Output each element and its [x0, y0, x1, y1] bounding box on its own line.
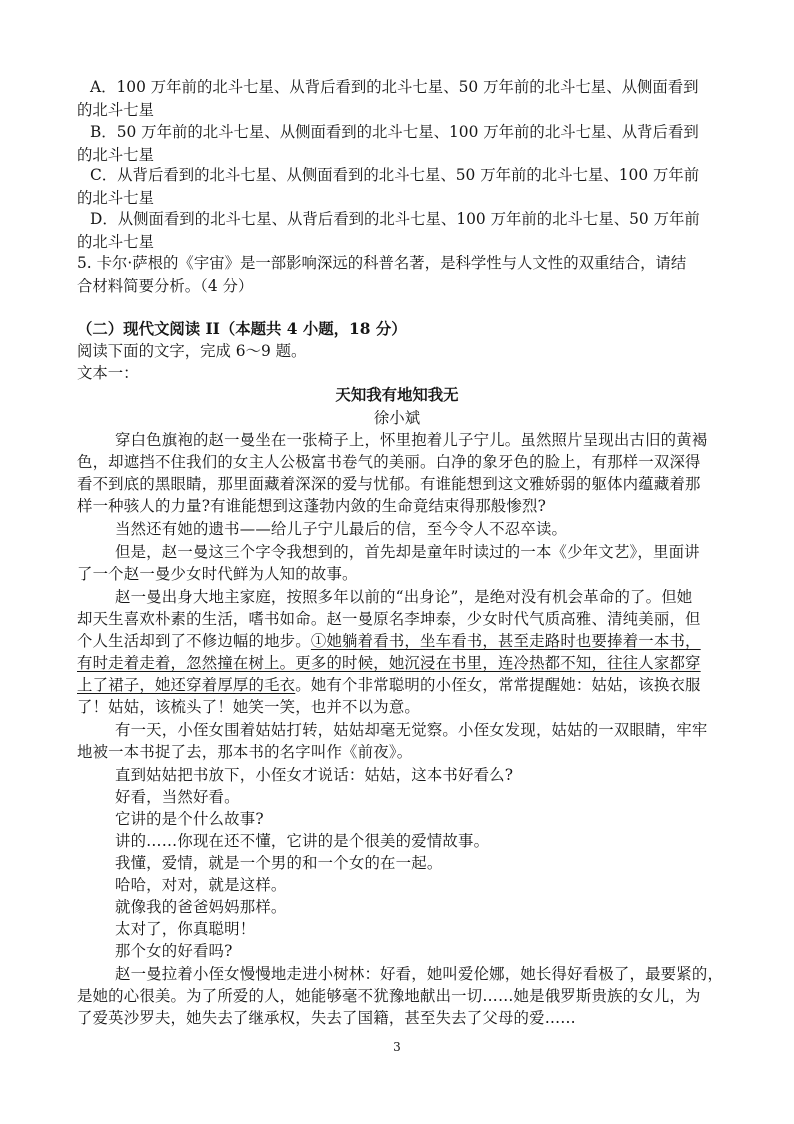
para1-line-3: 看不到底的黑眼睛，那里面藏着深深的爱与忧郁。有谁能想到这文雅娇弱的躯体内蕴藏着那 — [77, 475, 701, 493]
dialogue-line: 直到姑姑把书放下，小侄女才说话：姑姑，这本书好看么? — [115, 766, 514, 784]
dialogue-line: 太对了，你真聪明！ — [115, 920, 256, 938]
para1-line-1: 穿白色旗袍的赵一曼坐在一张椅子上，怀里抱着儿子宁儿。虽然照片呈现出古旧的黄褐 — [115, 431, 708, 449]
para6-line-2: 是她的心很美。为了所爱的人，她能够毫不犹豫地献出一切……她是俄罗斯贵族的女儿，为 — [77, 987, 701, 1005]
dialogue-line: 哈哈，对对，就是这样。 — [115, 876, 287, 894]
para5-line-1: 有一天，小侄女围着姑姑打转，姑姑却毫无觉察。小侄女发现，姑姑的一双眼睛，牢牢 — [115, 721, 708, 739]
article-title: 天知我有地知我无 — [335, 386, 459, 404]
page-number: 3 — [393, 1040, 401, 1054]
dialogue-line: 好看，当然好看。 — [115, 788, 240, 806]
para4-line-3 — [77, 630, 701, 652]
para6-line-3: 了爱英沙罗夫，她失去了继承权，失去了国籍，甚至失去了父母的爱…… — [77, 1009, 576, 1027]
para4-line-5 — [77, 674, 701, 696]
para3-line-1: 但是，赵一曼这三个字令我想到的，首先却是童年时读过的一本《少年文艺》，里面讲 — [115, 543, 700, 561]
para5-line-2: 地被一本书捉了去，那本书的名字叫作《前夜》。 — [77, 743, 413, 761]
para2-line-1: 当然还有她的遗书——给儿子宁儿最后的信，至今令人不忍卒读。 — [115, 520, 568, 538]
para1-line-2: 色，却遮挡不住我们的女主人公极富书卷气的美丽。白净的象牙色的脸上，有那样一双深得 — [77, 453, 701, 471]
dialogue-line: 那个女的好看吗? — [115, 942, 233, 960]
para4-line-3-plain: 个人生活却到了不修边幅的地步。 — [77, 632, 311, 650]
option-c-line-1: C．从背后看到的北斗七星、从侧面看到的北斗七星、50 万年前的北斗七星、100 万年前 — [90, 166, 700, 184]
article-author: 徐小斌 — [373, 409, 421, 427]
para6-line-1: 赵一曼拉着小侄女慢慢地走进小树林：好看，她叫爱伦娜，她长得好看极了，最要紧的， — [115, 965, 724, 983]
option-a-line-2: 的北斗七星 — [77, 101, 154, 119]
para3-line-2: 了一个赵一曼少女时代鲜为人知的故事。 — [77, 565, 358, 583]
para4-line-2: 却天生喜欢朴素的生活，嗜书如命。赵一曼原名李坤泰，少女时代气质高雅、清纯美丽，但 — [77, 610, 701, 628]
para4-line-4 — [77, 652, 701, 674]
option-b-line-1: B．50 万年前的北斗七星、从侧面看到的北斗七星、100 万年前的北斗七星、从背后看到 — [90, 123, 699, 141]
option-c-line-2: 的北斗七星 — [77, 189, 154, 207]
question-5-line-1: 5. 卡尔·萨根的《宇宙》是一部影响深远的科普名著，是科学性与人文性的双重结合，请结 — [77, 254, 687, 272]
para4-line-5-plain: 。她有个非常聪明的小侄女，常常提醒她：姑姑，该换衣服 — [295, 676, 701, 694]
para1-line-4: 样一种骇人的力量?有谁能想到这蓬勃内敛的生命竟结束得那般惨烈? — [77, 497, 547, 515]
underlined-sentence-1-part-3: 上了裙子，她还穿着厚厚的毛衣 — [77, 676, 296, 694]
text-label: 文本一： — [77, 364, 139, 382]
dialogue-line: 它讲的是个什么故事? — [115, 810, 264, 828]
dialogue-line: 讲的……你现在还不懂，它讲的是个很美的爱情故事。 — [115, 832, 490, 850]
section-heading: （二）现代文阅读 II（本题共 4 小题，18 分） — [77, 320, 407, 338]
dialogue-line: 就像我的爸爸妈妈那样。 — [115, 898, 287, 916]
option-b-line-2: 的北斗七星 — [77, 146, 154, 164]
dialogue-line: 我懂，爱情，就是一个男的和一个女的在一起。 — [115, 854, 443, 872]
option-a-line-1: A．100 万年前的北斗七星、从背后看到的北斗七星、50 万年前的北斗七星、从侧面看到 — [90, 78, 699, 96]
para4-line-6: 了！姑姑，该梳头了！她笑一笑，也并不以为意。 — [77, 698, 420, 716]
option-d-line-2: 的北斗七星 — [77, 233, 154, 251]
option-d-line-1: D．从侧面看到的北斗七星、从背后看到的北斗七星、100 万年前的北斗七星、50 万年前 — [90, 210, 700, 228]
underlined-sentence-1-part-2: 有时走着走着，忽然撞在树上。更多的时候，她沉浸在书里，连冷热都不知，往往人家都穿 — [77, 654, 701, 672]
para4-line-1: 赵一曼出身大地主家庭，按照多年以前的“出身论”，是绝对没有机会革命的了。但她 — [115, 588, 693, 606]
underlined-sentence-1-part-1: ①她躺着看书，坐车看书，甚至走路时也要捧着一本书， — [310, 632, 701, 650]
section-instruction: 阅读下面的文字，完成 6～9 题。 — [77, 342, 307, 360]
question-5-line-2: 合材料简要分析。（4 分） — [77, 277, 254, 295]
